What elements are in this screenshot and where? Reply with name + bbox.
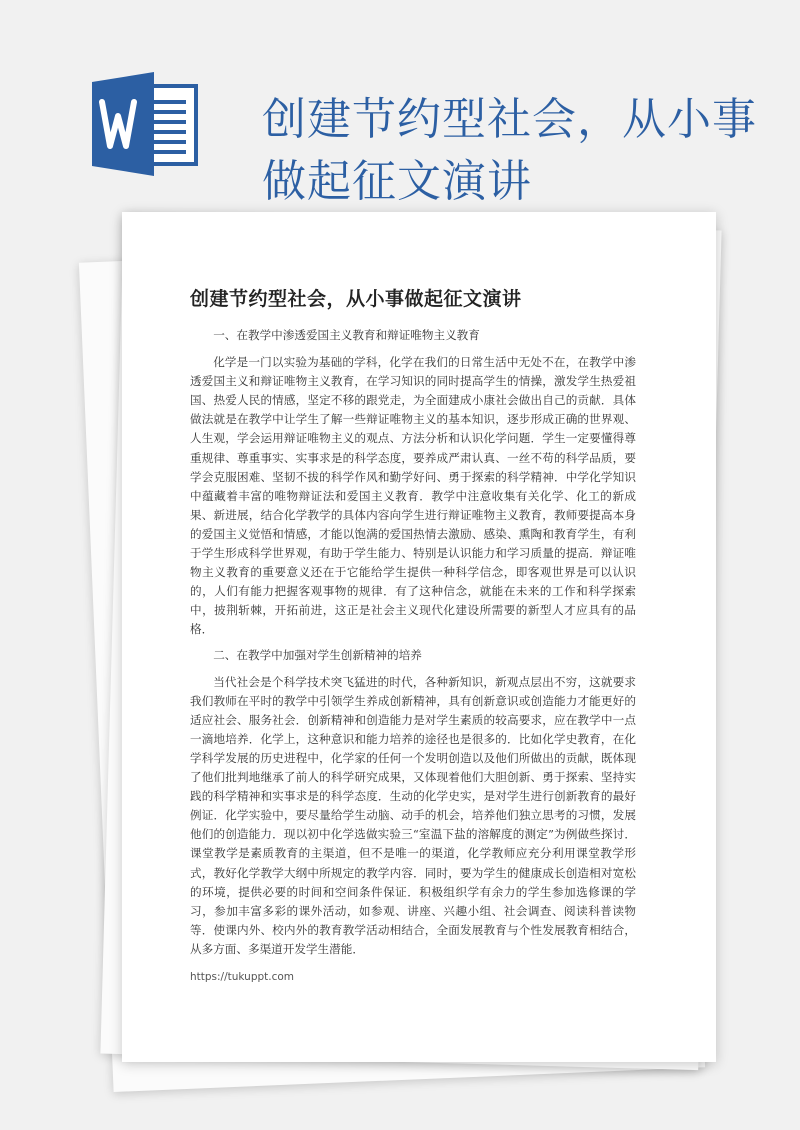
source-url[interactable]: https://tukuppt.com [190,971,295,983]
document-title: 创建节约型社会，从小事做起征文演讲 [190,288,522,310]
section-heading: 一、在教学中渗透爱国主义教育和辩证唯物主义教育 [213,328,480,342]
banner-title: 创建节约型社会，从小事做起征文演讲 [262,94,757,208]
body-paragraph: 当代社会是个科学技术突飞猛进的时代，各种新知识，新观点层出不穷，这就要求我们教师在平时的教学中引领学生养成创新精神，具有创新意识或创造能力才能更好的适应社会、服务社会．创新精神和创造能力是对学生素质的较高要求，应在教学中一点一滴地培养．化学上，这种意识和能力培养的途径也是很多的．比如化学史教育，在化学科学发展的历史进程中，化学家的任何一个发明创造以及他们所做出的贡献，既体现了他们批判地继承了前人的科学研究成果，又体现着他们大胆创新、勇于探索、坚持实践的科学精神和实事求是的科学态度．生动的化学史实，是对学生进行创新教育的最好例证．化学实验中，要尽量给学生动脑、动手的机会，培养他们独立思考的习惯，发展他们的创造能力．现以初中化学选做实验三“室温下盐的溶解度的测定”为例做些探讨．课堂教学是素质教育的主渠道，但不是唯一的渠道，化学教师应充分利用课堂教学形式，教好化学教学大纲中所规定的教学内容．同时，要为学生的健康成长创造相对宽松的环境，提供必要的时间和空间条件保证．积极组织学有余力的学生参加选修课的学习，参加丰富多彩的课外活动，如参观、讲座、兴趣小组、社会调查、阅读科普读物等．使课内外、校内外的教育教学活动相结合，全面发展教育与个性发展教育相结合，从多方面、多渠道开发学生潜能． [190,674,636,956]
body-paragraph: 化学是一门以实验为基础的学科，化学在我们的日常生活中无处不在，在教学中渗透爱国主义和辩证唯物主义教育，在学习知识的同时提高学生的情操，激发学生热爱祖国、热爱人民的情感，坚定不移的跟党走，为全面建成小康社会做出自己的贡献．具体做法就是在教学中让学生了解一些辩证唯物主义的基本知识，逐步形成正确的世界观、人生观，学会运用辩证唯物主义的观点、方法分析和认识化学问题．学生一定要懂得尊重规律、尊重事实、实事求是的科学态度，要养成严肃认真、一丝不苟的科学品质，要学会克服困难、坚韧不拔的科学作风和勤学好问、勇于探索的科学精神．中学化学知识中蕴藏着丰富的唯物辩证法和爱国主义教育．教学中注意收集有关化学、化工的新成果、新进展，结合化学教学的具体内容向学生进行辩证唯物主义教育，教师要提高本身的爱国主义觉悟和情感，才能以饱满的爱国热情去激励、感染、熏陶和教育学生，有利于学生形成科学世界观，有助于学生能力、特别是认识能力和学习质量的提高．辩证唯物主义教育的重要意义还在于它能给学生提供一种科学信念，即客观世界是可以认识的，人们有能力把握客观事物的规律．有了这种信念，就能在未来的工作和科学探索中，披荆斩棘，开拓前进，这正是社会主义现代化建设所需要的新型人才应具有的品格． [190,355,636,637]
document-body [190,326,636,959]
section-heading: 二、在教学中加强对学生创新精神的培养 [213,647,422,662]
document-page [122,212,716,1062]
word-icon [92,72,208,176]
